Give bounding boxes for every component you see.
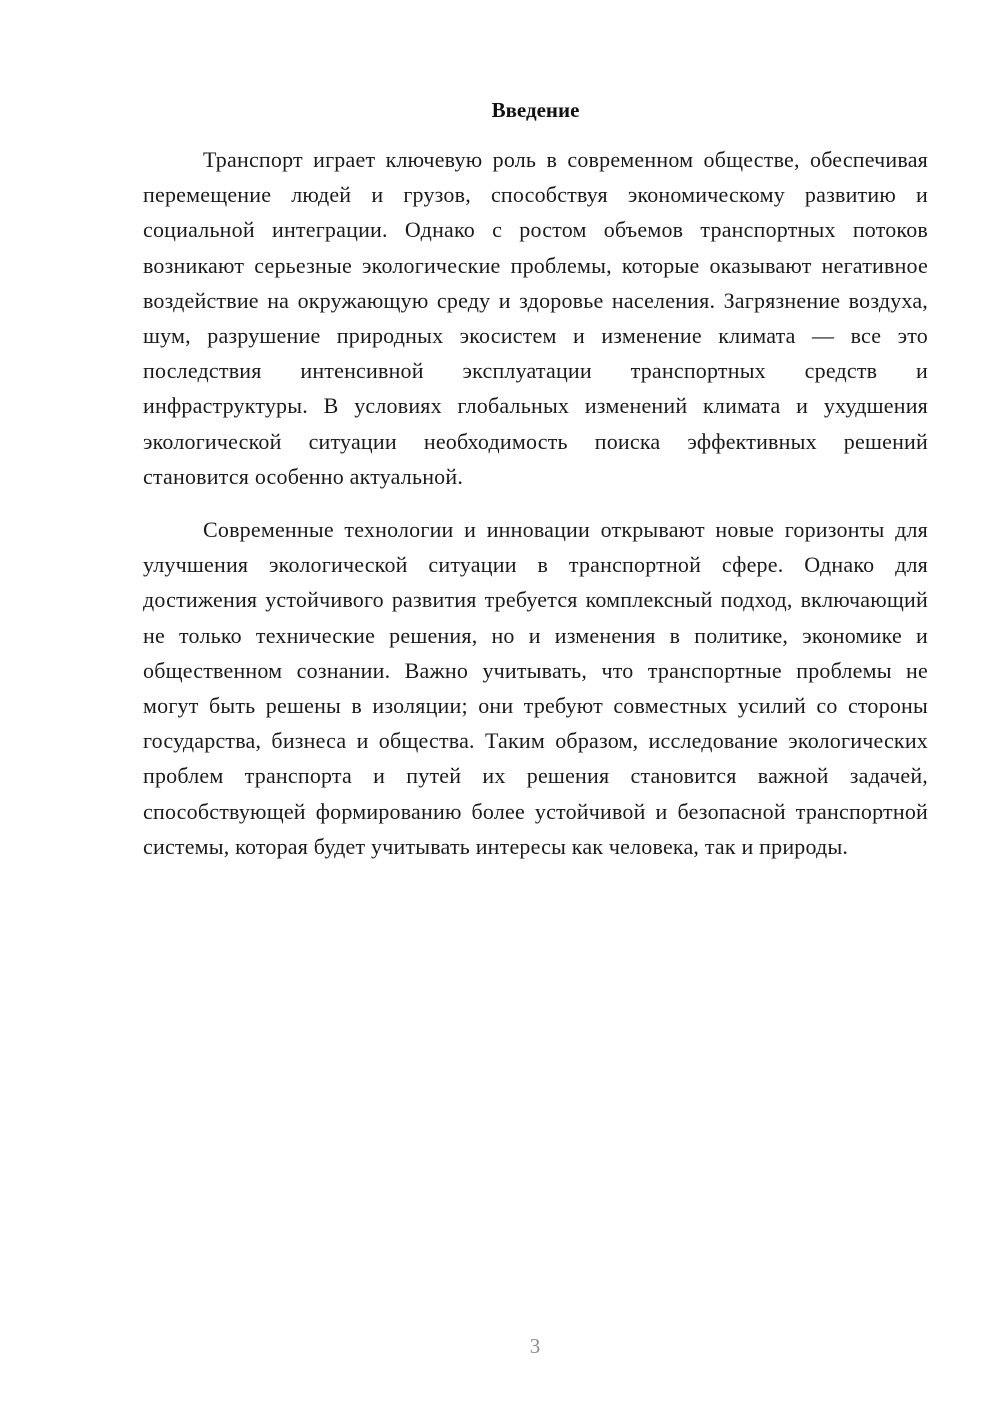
section-title: Введение bbox=[491, 98, 580, 122]
paragraph-technologies: Современные технологии и инновации открывают новые горизонты для улучшения экологической ситуации в транспортной сфере. Однако для достижения устойчивого развития требуется комплексный подход, включающий не только технические решения, но и изменения в политике, экономике и общественном сознании. Важно учитывать, что транспортные проблемы не могут быть решены в изоляции; они требуют совместных усилий со стороны государства, бизнеса и общества. Таким образом, исследование экологических проблем транспорта и путей их решения становится важной задачей, способствующей формированию более устойчивой и безопасной транспортной системы, которая будет учитывать интересы как человека, так и природы. bbox=[143, 517, 928, 859]
document-body bbox=[143, 88, 928, 864]
page-number: 3 bbox=[529, 1334, 541, 1358]
paragraph-intro: Транспорт играет ключевую роль в современном обществе, обеспечивая перемещение людей и грузов, способствуя экономическому развитию и социальной интеграции. Однако с ростом объемов транспортных потоков возникают серьезные экологические проблемы, которые оказывают негативное воздействие на окружающую среду и здоровье населения. Загрязнение воздуха, шум, разрушение природных экосистем и изменение климата — все это последствия интенсивной эксплуатации транспортных средств и инфраструктуры. В условиях глобальных изменений климата и ухудшения экологической ситуации необходимость поиска эффективных решений становится особенно актуальной. bbox=[143, 147, 928, 489]
